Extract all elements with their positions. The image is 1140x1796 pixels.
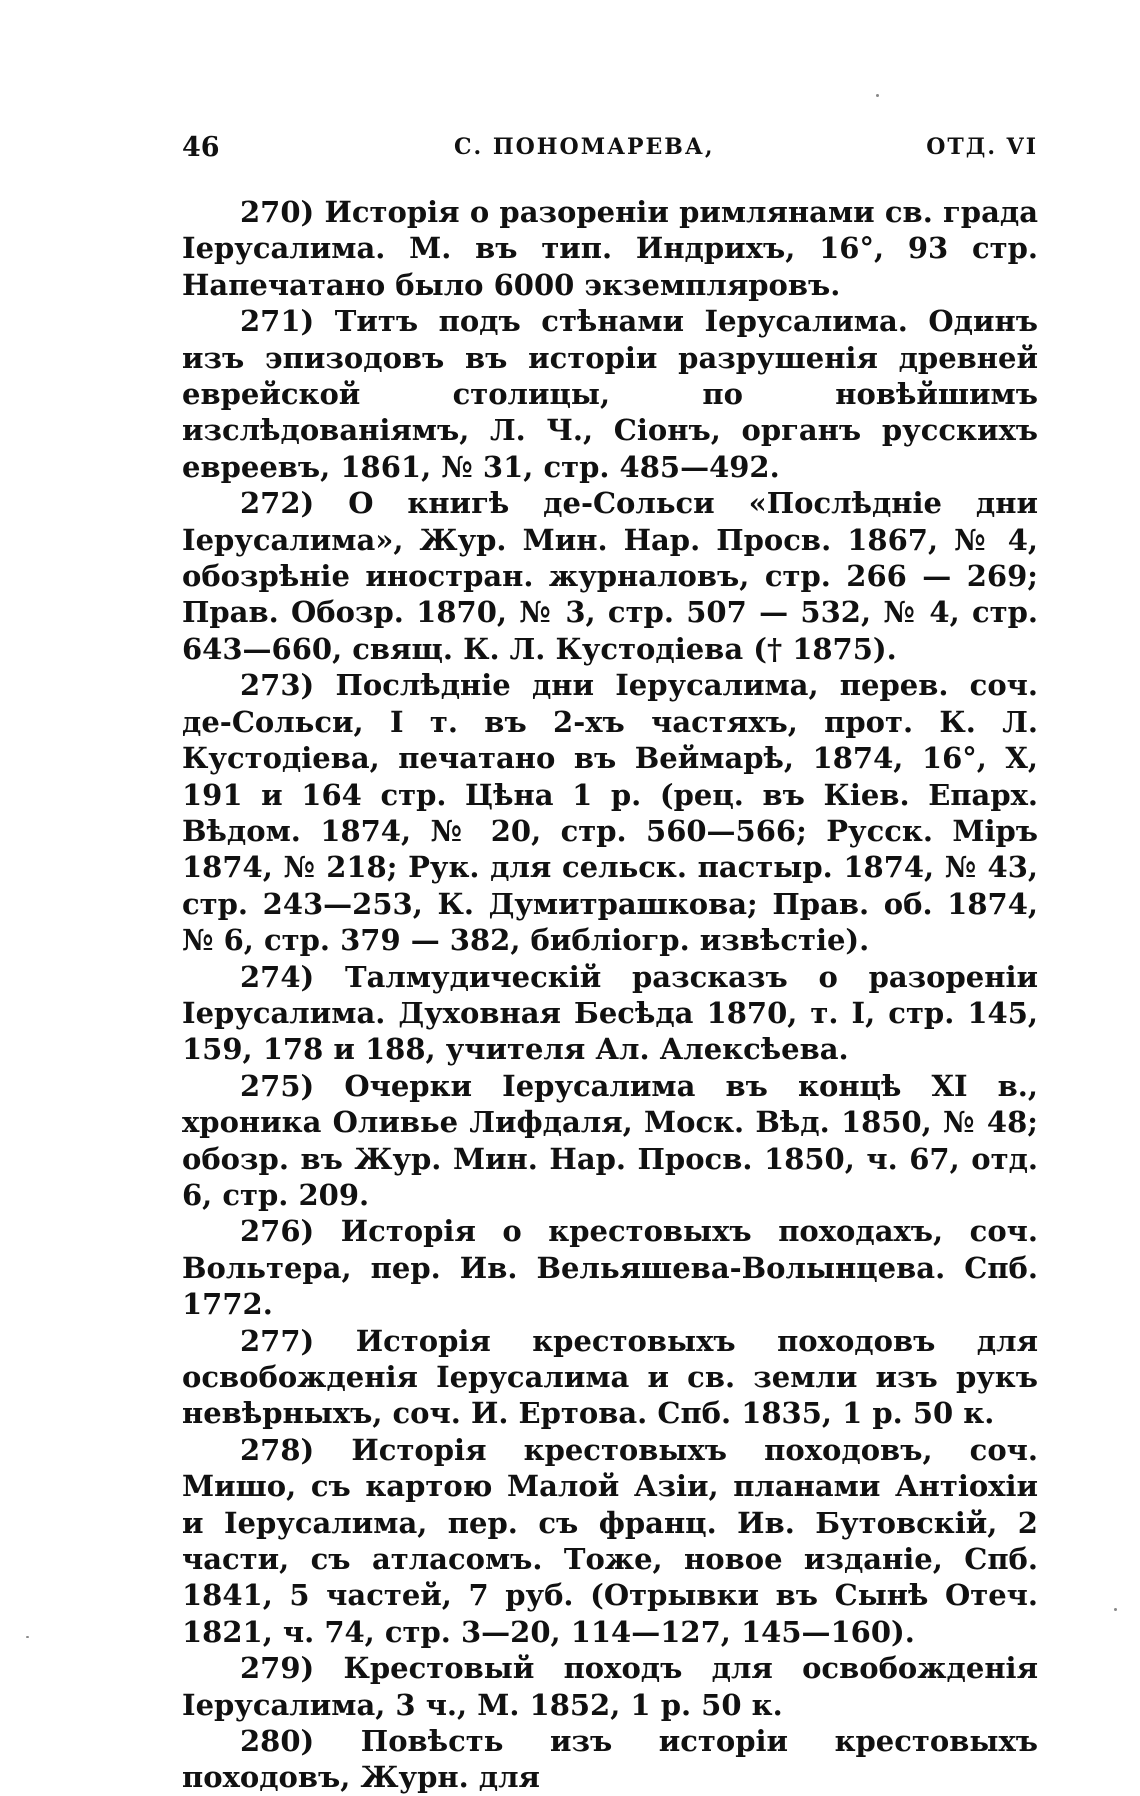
entry-278: 278) Исторія крестовыхъ походовъ, соч. Мишо, съ картою Малой Азіи, планами Антіохіи и Іерусалима, пер. съ франц. Ив. Бутовскій, 2 части, съ атласомъ. Тоже, новое изданіе, Спб. 1841, 5 частей, 7 руб. (Отрывки въ Сынѣ Отеч. 1821, ч. 74, стр. 3—20, 114—127, 145—160). <box>182 1432 1038 1649</box>
bibliography-text <box>182 194 1038 1796</box>
page-number: 46 <box>182 132 220 163</box>
running-title: С. ПОНОМАРЕВА, <box>454 134 715 160</box>
entry-280: 280) Повѣсть изъ исторіи крестовыхъ походовъ, Журн. для <box>182 1724 1038 1795</box>
entry-276: 276) Исторія о крестовыхъ походахъ, соч. Вольтера, пер. Ив. Вельяшева-Волынцева. Спб. 1772. <box>182 1214 1038 1322</box>
entry-277: 277) Исторія крестовыхъ походовъ для освобожденія Іерусалима и св. земли изъ рукъ невѣрныхъ, соч. И. Ертова. Спб. 1835, 1 р. 50 к. <box>182 1323 1038 1431</box>
entry-272: 272) О книгѣ де-Сольси «Послѣдніе дни Іерусалима», Жур. Мин. Нар. Просв. 1867, № 4, обозрѣніе иностран. журналовъ, стр. 266 — 269; Прав. Обозр. 1870, № 3, стр. 507 — 532, № 4, стр. 643—660, свящ. К. Л. Кустодіева († 1875). <box>182 486 1038 666</box>
running-head <box>182 132 1038 172</box>
entry-270: 270) Исторія о разореніи римлянами св. града Іерусалима. М. въ тип. Индрихъ, 16°, 93 стр. Напечатано было 6000 экземпляровъ. <box>182 195 1038 302</box>
scan-speck <box>1114 1608 1117 1611</box>
entry-279: 279) Крестовый походъ для освобожденія Іерусалима, 3 ч., М. 1852, 1 р. 50 к. <box>182 1651 1038 1722</box>
scan-speck <box>26 1636 29 1638</box>
entry-275: 275) Очерки Іерусалима въ концѣ XI в., хроника Оливье Лифдаля, Моск. Вѣд. 1850, № 48; обозр. въ Жур. Мин. Нар. Просв. 1850, ч. 67, отд. 6, стр. 209. <box>182 1068 1038 1212</box>
section-label: ОТД. VI <box>926 134 1038 160</box>
entry-271: 271) Титъ подъ стѣнами Іерусалима. Одинъ изъ эпизодовъ въ исторіи разрушенія древней еврейской столицы, по новѣйшимъ изслѣдованіямъ, Л. Ч., Сіонъ, органъ русскихъ евреевъ, 1861, № 31, стр. 485—492. <box>182 304 1038 484</box>
entry-273: 273) Послѣдніе дни Іерусалима, перев. соч. де-Сольси, I т. въ 2-хъ частяхъ, прот. К. Л. Кустодіева, печатано въ Веймарѣ, 1874, 16°, X, 191 и 164 стр. Цѣна 1 р. (рец. въ Кіев. Епарх. Вѣдом. 1874, № 20, стр. 560—566; Русск. Міръ 1874, № 218; Рук. для сельск. пастыр. 1874, № 43, стр. 243—253, К. Думитрашкова; Прав. об. 1874, № 6, стр. 379 — 382, библіогр. извѣстіе). <box>182 668 1038 958</box>
entry-274: 274) Талмудическій разсказъ о разореніи Іерусалима. Духовная Бесѣда 1870, т. I, стр. 145, 159, 178 и 188, учителя Ал. Алексѣева. <box>182 959 1038 1067</box>
scan-speck <box>876 94 879 97</box>
